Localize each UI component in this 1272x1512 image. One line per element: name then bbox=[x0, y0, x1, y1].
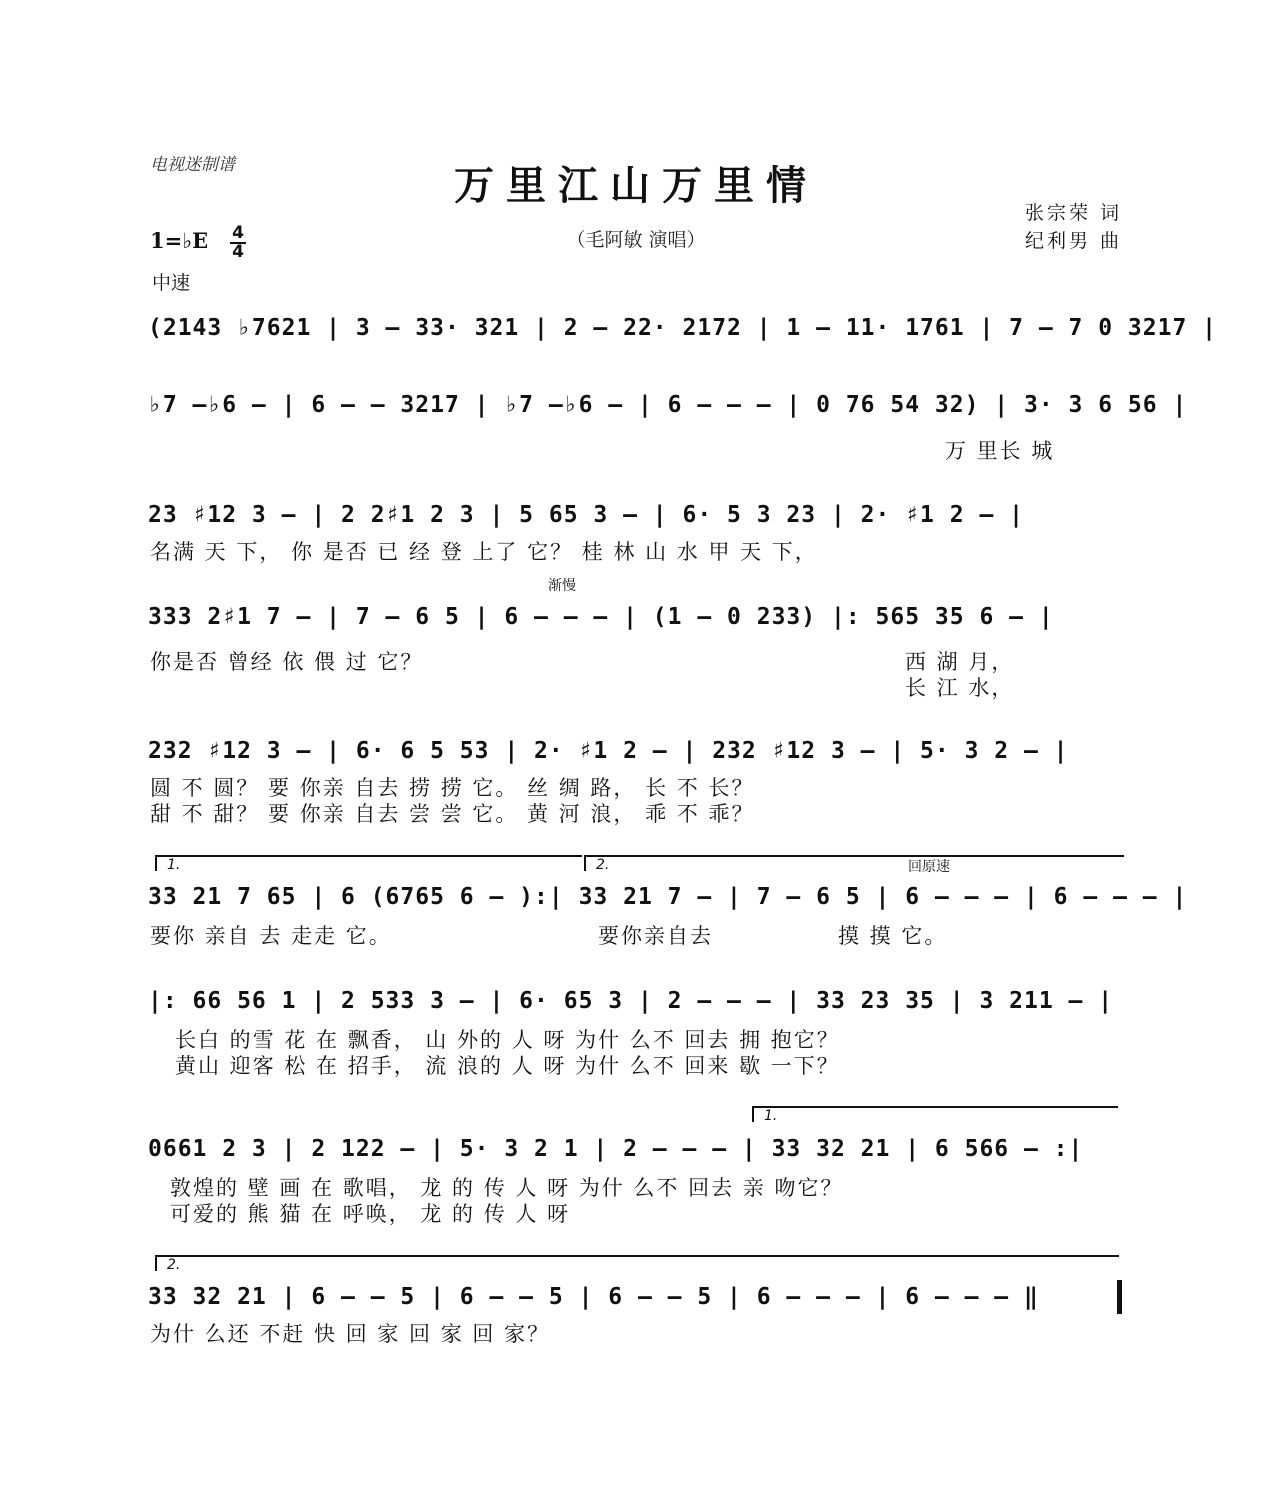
notation-line-2: ♭7 –♭6 – | 6 – – 3217 | ♭7 –♭6 – | 6 – – – | 0 76 54 32) | 3· 3 6 56 | bbox=[148, 392, 1188, 418]
volta-bracket-1 bbox=[155, 855, 582, 871]
a-tempo-mark: 回原速 bbox=[908, 859, 950, 875]
lyric-line-4-verse1: 西 湖 月， bbox=[905, 650, 1015, 674]
notation-line-1: (2143 ♭7621 | 3 – 33· 321 | 2 – 22· 2172 | 1 – 11· 1761 | 7 – 7 0 3217 | bbox=[148, 315, 1217, 341]
lyric-line-6-ending2-end: 摸 摸 它。 bbox=[838, 924, 948, 948]
volta-bracket-2 bbox=[584, 855, 1124, 871]
performer-subtitle: （毛阿敏 演唱） bbox=[566, 229, 706, 251]
song-title: 万里江山万里情 bbox=[454, 162, 818, 209]
lyric-line-2: 万 里长 城 bbox=[945, 439, 1055, 463]
notation-line-9: 33 32 21 | 6 – – 5 | 6 – – 5 | 6 – – 5 | 6 – – – | 6 – – – ‖ bbox=[148, 1284, 1039, 1310]
tempo-marking: 中速 bbox=[152, 272, 191, 294]
key-signature: 1=♭E bbox=[150, 228, 209, 253]
lyric-line-8-verse1: 敦煌的 壁 画 在 歌唱， 龙 的 传 人 呀 为什 么不 回去 亲 吻它？ bbox=[170, 1176, 844, 1200]
volta-label-3: 1. bbox=[764, 1108, 778, 1124]
notation-line-6: 33 21 7 65 | 6 (6765 6 – ):| 33 21 7 – | 7 – 6 5 | 6 – – – | 6 – – – | bbox=[148, 884, 1188, 910]
volta-label-1: 1. bbox=[167, 857, 181, 873]
lyric-line-4-verse2: 长 江 水， bbox=[905, 676, 1015, 700]
time-signature bbox=[230, 223, 246, 262]
notation-line-5: 232 ♯12 3 – | 6· 6 5 53 | 2· ♯1 2 – | 232 ♯12 3 – | 5· 3 2 – | bbox=[148, 738, 1069, 764]
notation-line-7: |: 66 56 1 | 2 533 3 – | 6· 65 3 | 2 – – – | 33 23 35 | 3 211 – | bbox=[148, 988, 1114, 1014]
lyric-line-6-ending1: 要你 亲自 去 走走 它。 bbox=[150, 924, 392, 948]
volta-label-2: 2. bbox=[596, 857, 610, 873]
time-signature-bottom: 4 bbox=[232, 242, 244, 262]
lyric-line-7-verse1: 长白 的雪 花 在 飘香， 山 外的 人 呀 为什 么不 回去 拥 抱它？ bbox=[175, 1028, 840, 1052]
composer-credit: 纪利男 曲 bbox=[1024, 230, 1122, 252]
lyric-line-8-verse2: 可爱的 熊 猫 在 呼唤， 龙 的 传 人 呀 bbox=[170, 1202, 571, 1226]
lyric-line-5-verse2: 甜 不 甜？ 要 你亲 自去 尝 尝 它。 黄 河 浪， 乖 不 乖？ bbox=[150, 802, 755, 826]
notation-line-4: 333 2♯1 7 – | 7 – 6 5 | 6 – – – | (1 – 0 233) |: 565 35 6 – | bbox=[148, 604, 1054, 630]
volta-bracket-4 bbox=[155, 1255, 1119, 1271]
notation-line-8: 0661 2 3 | 2 122 – | 5· 3 2 1 | 2 – – – | 33 32 21 | 6 566 – :| bbox=[148, 1136, 1084, 1162]
time-signature-top: 4 bbox=[232, 223, 244, 243]
notation-line-3: 23 ♯12 3 – | 2 2♯1 2 3 | 5 65 3 – | 6· 5 3 23 | 2· ♯1 2 – | bbox=[148, 502, 1024, 528]
final-barline bbox=[1117, 1280, 1122, 1314]
ritardando-mark: 渐慢 bbox=[548, 578, 576, 594]
transcriber-credit: 电视迷制谱 bbox=[150, 155, 235, 175]
lyric-line-7-verse2: 黄山 迎客 松 在 招手， 流 浪的 人 呀 为什 么不 回来 歇 一下？ bbox=[175, 1054, 840, 1078]
lyric-line-3: 名满 天 下， 你 是否 已 经 登 上了 它？ 桂 林 山 水 甲 天 下， bbox=[150, 540, 818, 564]
lyric-line-6-ending2: 要你亲自去 bbox=[598, 924, 713, 948]
lyric-line-9: 为什 么还 不赶 快 回 家 回 家 回 家？ bbox=[150, 1322, 551, 1346]
volta-bracket-3 bbox=[752, 1106, 1118, 1122]
lyricist-credit: 张宗荣 词 bbox=[1024, 202, 1122, 224]
volta-label-4: 2. bbox=[167, 1257, 181, 1273]
lyric-line-4: 你是否 曾经 依 偎 过 它？ bbox=[150, 650, 424, 674]
lyric-line-5-verse1: 圆 不 圆？ 要 你亲 自去 捞 捞 它。 丝 绸 路， 长 不 长？ bbox=[150, 776, 755, 800]
